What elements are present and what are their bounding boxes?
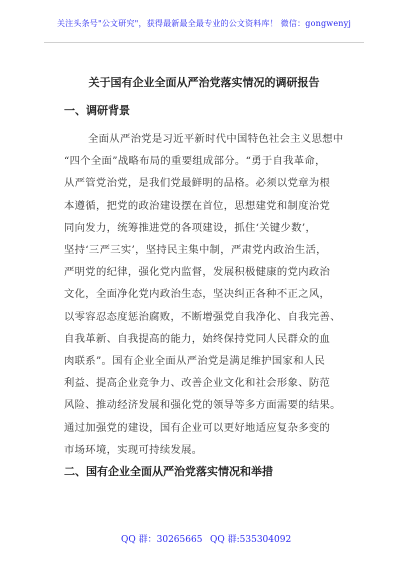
paragraph-line: 同向发力，统筹推进党的各项建设，抓住‘关键少数’， [64,221,317,234]
paragraph-line: 严明党的纪律，强化党内监督，发展积极健康的党内政治 [64,266,331,279]
paragraph-line: 文化，全面净化党内政治生态，坚决纠正各种不正之风， [64,288,331,301]
section-heading-implementation: 二、国有企业全面从严治党落实情况和举措 [64,465,273,478]
paragraph-line: 风险、推动经济发展和强化党的领导等多方面需要的结果。 [64,399,341,412]
paragraph-line: 市场环境，实现可持续发展。 [64,443,203,456]
footer-qq-group-right: QQ 群:535304092 [210,535,292,545]
paragraph-line: 肉联系”。国有企业全面从严治党是满足维护国家和人民 [64,355,326,367]
paragraph-line: 自我革新、自我提高的能力，始终保持党同人民群众的血 [64,332,331,345]
paragraph-line: 以零容忍态度惩治腐败，不断增强党自我净化、自我完善、 [64,310,341,323]
header-banner: 关注头条号"公文研究"，获得最新最全最专业的公文资料库！ 微信：gongwenyj [56,19,352,28]
paragraph-line: “四个全面”战略布局的重要组成部分。“勇于自我革命， [64,155,326,168]
document-title: 关于国有企业全面从严治党落实情况的调研报告 [88,76,320,89]
paragraph-line: 全面从严治党是习近平新时代中国特色社会主义思想中 [88,133,344,145]
paragraph-line: 利益、提高企业竞争力、改善企业文化和社会形象、防范 [64,377,331,390]
paragraph-line: 坚持‘三严三实’，坚持民主集中制，严肃党内政治生活， [64,244,327,256]
paragraph-line: 通过加强党的建设，国有企业可以更好地适应复杂多变的 [64,421,331,434]
paragraph-line: 本遵循，把党的政治建设摆在首位，思想建党和制度治党 [64,199,331,212]
footer-qq-group-left: QQ 群：30265665 [121,535,203,545]
paragraph-line: 从严管党治党，是我们党最鲜明的品格。必须以党章为根 [64,177,331,190]
section-heading-background: 一、调研背景 [64,104,130,117]
header-divider [44,42,364,43]
